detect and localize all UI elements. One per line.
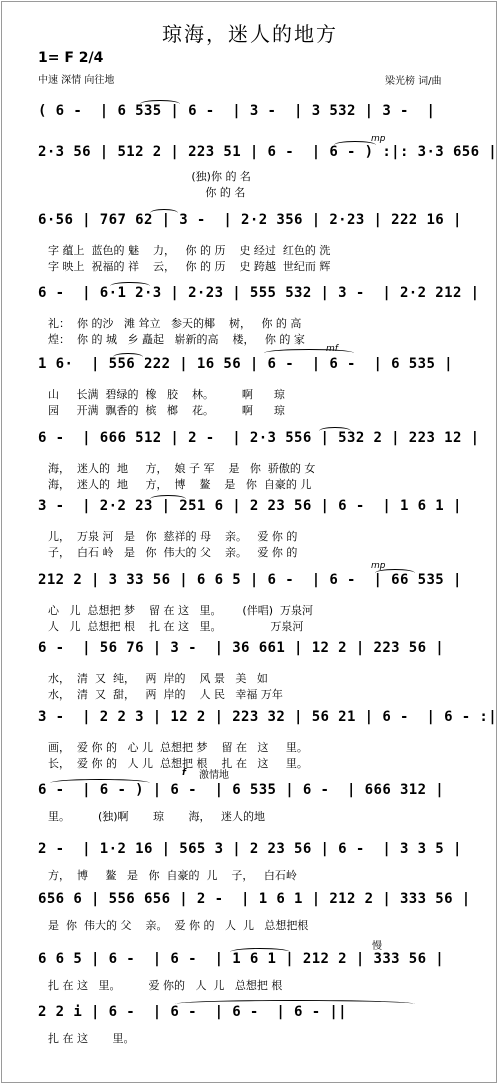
slur-mark [375,569,415,577]
dynamic-f: f [182,768,186,778]
expression-marking: 激情地 [199,770,229,781]
author-credit: 梁光榜 词/曲 [385,76,442,87]
melody-line: 6 - | 6 - ) | 6 - | 6 535 | 6 - | 666 312 | [38,782,445,798]
lyric-verse-2: 煌： 你 的 城 乡 矗起 崭新的高 楼， 你 的 家 [48,333,305,346]
tempo-marking: 中速 深情 向往地 [38,75,115,86]
dynamic-mp: mp [371,134,386,144]
melody-line: 3 - | 2·2 23 | 251 6 | 2 23 56 | 6 - | 1 6 1 | [38,498,462,514]
melody-line: 6 - | 666 512 | 2 - | 2·3 556 | 532 2 | 223 12 | [38,430,480,446]
lyric-verse-1: 礼： 你 的沙 滩 耸立 参天的椰 树， 你 的 高 [48,317,302,330]
lyric-verse-2: 字 映上 祝福的 祥 云， 你 的 历 史 跨越 世纪而 辉 [48,260,331,273]
melody-line: 6 6 5 | 6 - | 6 - | 1 6 1 | 212 2 | 333 56 | [38,951,445,967]
lyric-verse-1: 山 长满 碧绿的 橡 胶 林。 啊 琼 [48,388,285,401]
slur-mark [334,141,376,149]
lyric-verse-1: (独)你 的 名 [48,170,251,183]
slur-mark [150,209,178,217]
expression-slow: 慢 [372,941,382,952]
lyric-verse-1: 画， 爱 你 的 心 儿 总想把 梦 留 在 这 里。 [48,741,308,754]
lyric-verse-1: 儿， 万泉 河 是 你 慈祥的 母 亲。 爱 你 的 [48,530,298,543]
melody-line: 212 2 | 3 33 56 | 6 6 5 | 6 - | 6 - | 66 535 | [38,572,462,588]
lyric-verse-2: 水， 清 又 甜， 两 岸的 人 民 幸福 万年 [48,688,283,701]
melody-line: 6 - | 6·1 2·3 | 2·23 | 555 532 | 3 - | 2·2 212 | [38,285,480,301]
lyric-verse-2: 长， 爱 你 的 人 儿 总想把 根 扎 在 这 里。 [48,757,308,770]
dynamic-mp: mp [371,561,386,571]
slur-mark [113,353,143,361]
slur-mark [150,495,186,503]
slur-mark [140,100,180,108]
melody-line: 3 - | 2 2 3 | 12 2 | 223 32 | 56 21 | 6 - | 6 - :| [38,709,498,725]
melody-line: 2 - | 1·2 16 | 565 3 | 2 23 56 | 6 - | 3 3 5 | [38,841,462,857]
lyric-verse-1: 海， 迷人的 地 方， 娘 子 军 是 你 骄傲的 女 [48,462,316,475]
slur-mark [110,282,150,290]
melody-line: 6·56 | 767 62 | 3 - | 2·2 356 | 2·23 | 222 16 | [38,212,462,228]
lyric-verse-2: 海， 迷人的 地 方， 博 鳌 是 你 自豪的 儿 [48,478,312,491]
melody-line: 6 - | 56 76 | 3 - | 36 661 | 12 2 | 223 56 | [38,640,445,656]
lyric-line: 扎 在 这 里。 爱 你的 人 儿 总想把 根 [48,979,283,992]
melody-line: ( 6 - | 6 535 | 6 - | 3 - | 3 532 | 3 - | [38,103,436,119]
melody-line: 2 2 i | 6 - | 6 - | 6 - | 6 - || [38,1004,348,1020]
dynamic-mf: mf [326,344,338,354]
tie-mark [264,349,354,357]
slur-mark [319,427,351,435]
lyric-line: 方， 博 鳌 是 你 自豪的 儿 子， 白石岭 [48,869,297,882]
lyric-verse-2: 你 的 名 [48,186,246,199]
lyric-verse-1: 心 儿 总想把 梦 留 在 这 里。 (伴唱) 万泉河 [48,604,314,617]
lyric-verse-2: 园 开满 飘香的 槟 榔 花。 啊 琼 [48,404,285,417]
lyric-line: 里。 (独)啊 琼 海， 迷人的地 [48,810,265,823]
lyric-line: 扎 在 这 里。 [48,1032,135,1045]
lyric-verse-1: 字 蕴上 蓝色的 魅 力， 你 的 历 史 经过 红色的 洗 [48,244,331,257]
key-signature: 1= F 2/4 [38,50,104,66]
lyric-verse-1: 水， 清 又 纯， 两 岸的 风 景 美 如 [48,672,268,685]
lyric-line: 是 你 伟大的 父 亲。 爱 你 的 人 儿 总想把根 [48,919,309,932]
tie-mark [230,948,290,956]
melody-line: 2·3 56 | 512 2 | 223 51 | 6 - | 6 - ) :|: 3·3 656 | [38,144,498,160]
melody-line: 1 6· | 556 222 | 16 56 | 6 - | 6 - | 6 535 | [38,356,453,372]
song-title: 琼海，迷人的地方 [162,22,338,46]
tie-mark [175,1000,415,1008]
lyric-verse-2: 人 儿 总想把 根 扎 在 这 里。 万泉河 [48,620,304,633]
melody-line: 656 6 | 556 656 | 2 - | 1 6 1 | 212 2 | 333 56 | [38,891,471,907]
tie-mark [50,779,150,787]
lyric-verse-2: 子， 白石 岭 是 你 伟大的 父 亲。 爱 你 的 [48,546,298,559]
